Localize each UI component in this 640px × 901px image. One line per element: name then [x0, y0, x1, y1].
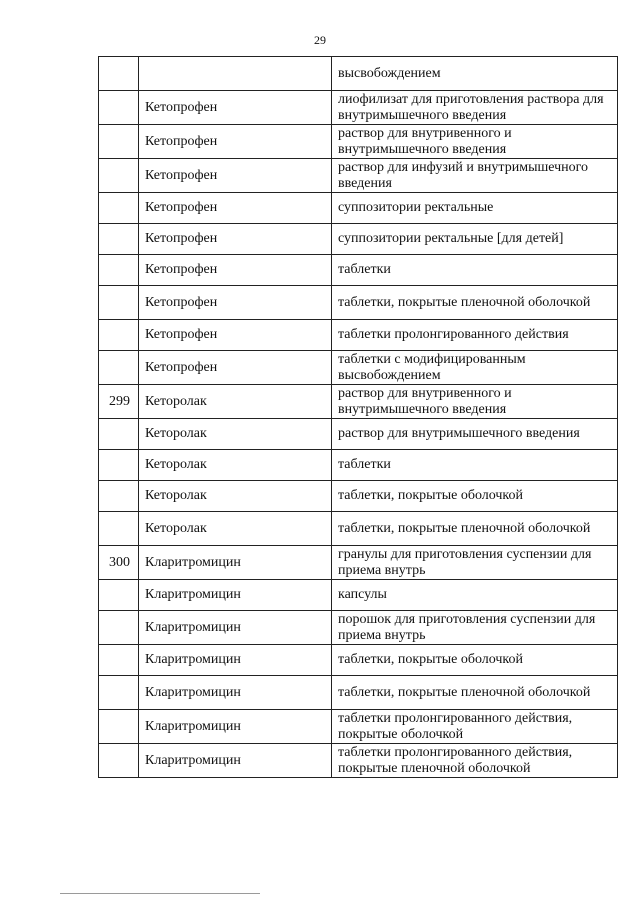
dosage-form: суппозитории ректальные [для детей] [332, 224, 618, 255]
dosage-form: раствор для инфузий и внутримышечного введения [332, 159, 618, 193]
row-number [99, 744, 139, 778]
table-row [99, 580, 618, 611]
dosage-form: таблетки, покрытые пленочной оболочкой [332, 676, 618, 710]
dosage-form: таблетки [332, 255, 618, 286]
row-number [99, 580, 139, 611]
table-row [99, 91, 618, 125]
table-row [99, 450, 618, 481]
dosage-form: порошок для приготовления суспензии для приема внутрь [332, 611, 618, 645]
drug-name: Кларитромицин [139, 546, 332, 580]
drug-name: Кетопрофен [139, 193, 332, 224]
row-number [99, 286, 139, 320]
drug-name [139, 57, 332, 91]
drug-name: Кларитромицин [139, 580, 332, 611]
table-row [99, 419, 618, 450]
row-number [99, 710, 139, 744]
table-row [99, 385, 618, 419]
page-number: 29 [314, 33, 326, 47]
dosage-form: раствор для внутривенного и внутримышечного введения [332, 385, 618, 419]
table-row [99, 744, 618, 778]
dosage-form: таблетки, покрытые пленочной оболочкой [332, 512, 618, 546]
drug-name: Кетопрофен [139, 286, 332, 320]
table-row [99, 320, 618, 351]
drug-name: Кларитромицин [139, 611, 332, 645]
table-row [99, 481, 618, 512]
dosage-form: таблетки, покрытые оболочкой [332, 645, 618, 676]
drug-name: Кларитромицин [139, 676, 332, 710]
drug-name: Кеторолак [139, 512, 332, 546]
dosage-form: таблетки пролонгированного действия, покрытые оболочкой [332, 710, 618, 744]
row-number: 299 [99, 385, 139, 419]
drug-name: Кетопрофен [139, 320, 332, 351]
row-number [99, 224, 139, 255]
drug-name: Кетопрофен [139, 224, 332, 255]
dosage-form: таблетки, покрытые пленочной оболочкой [332, 286, 618, 320]
table-row [99, 611, 618, 645]
row-number [99, 676, 139, 710]
dosage-form: суппозитории ректальные [332, 193, 618, 224]
row-number [99, 125, 139, 159]
table-row [99, 159, 618, 193]
table-row [99, 710, 618, 744]
dosage-form: таблетки [332, 450, 618, 481]
table-row [99, 255, 618, 286]
table-row [99, 351, 618, 385]
drug-name: Кетопрофен [139, 159, 332, 193]
drug-name: Кетопрофен [139, 255, 332, 286]
drug-name: Кетопрофен [139, 91, 332, 125]
dosage-form: высвобождением [332, 57, 618, 91]
row-number [99, 512, 139, 546]
drug-name: Кеторолак [139, 450, 332, 481]
dosage-form: таблетки, покрытые оболочкой [332, 481, 618, 512]
table-row [99, 286, 618, 320]
drug-name: Кеторолак [139, 419, 332, 450]
drug-name: Кетопрофен [139, 125, 332, 159]
table-row [99, 193, 618, 224]
dosage-form: таблетки пролонгированного действия, покрытые пленочной оболочкой [332, 744, 618, 778]
dosage-form: гранулы для приготовления суспензии для приема внутрь [332, 546, 618, 580]
dosage-form: раствор для внутримышечного введения [332, 419, 618, 450]
row-number [99, 159, 139, 193]
table-row [99, 676, 618, 710]
table-row [99, 512, 618, 546]
drug-name: Кеторолак [139, 481, 332, 512]
row-number [99, 611, 139, 645]
table-row [99, 224, 618, 255]
row-number [99, 419, 139, 450]
dosage-form: таблетки пролонгированного действия [332, 320, 618, 351]
row-number [99, 57, 139, 91]
row-number [99, 320, 139, 351]
drug-name: Кларитромицин [139, 645, 332, 676]
table-row [99, 57, 618, 91]
table-row [99, 546, 618, 580]
drug-name: Кларитромицин [139, 744, 332, 778]
medication-table [98, 56, 618, 778]
dosage-form: раствор для внутривенного и внутримышечного введения [332, 125, 618, 159]
row-number [99, 255, 139, 286]
drug-name: Кларитромицин [139, 710, 332, 744]
dosage-form: таблетки с модифицированным высвобождением [332, 351, 618, 385]
drug-name: Кетопрофен [139, 351, 332, 385]
row-number [99, 91, 139, 125]
footer-divider [60, 893, 260, 894]
row-number [99, 351, 139, 385]
table-row [99, 125, 618, 159]
row-number: 300 [99, 546, 139, 580]
row-number [99, 481, 139, 512]
dosage-form: лиофилизат для приготовления раствора для внутримышечного введения [332, 91, 618, 125]
row-number [99, 450, 139, 481]
row-number [99, 645, 139, 676]
drug-name: Кеторолак [139, 385, 332, 419]
table-row [99, 645, 618, 676]
dosage-form: капсулы [332, 580, 618, 611]
row-number [99, 193, 139, 224]
